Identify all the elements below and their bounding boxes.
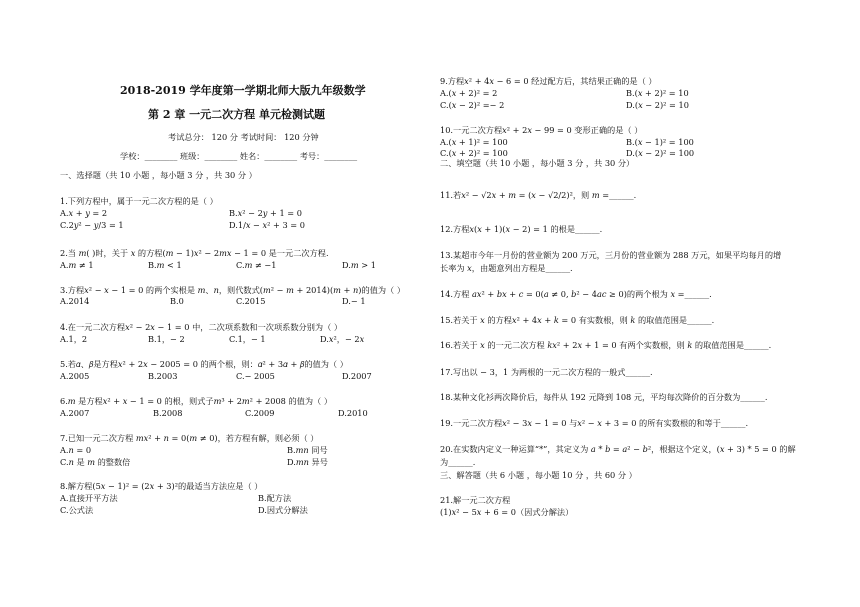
question-fill: 为______. [440,457,476,467]
option-c: C.𝑛 是 𝑚 的整数倍 [60,457,131,467]
option-d: D.因式分解法 [258,505,308,515]
option-a: A.𝑚 ≠ 1 [60,260,94,270]
question-stem: 8.解方程(5𝑥 − 1)² = (2𝑥 + 3)²的最适当方法应是（ ） [60,481,263,491]
question-fill: 15.若关于 𝑥 的方程𝑥² + 4𝑥 + 𝑘 = 0 有实数根，则 𝑘 的取值范围是______. [440,315,715,325]
option-c: C.(𝑥 − 2)² =− 2 [440,100,505,110]
option-a: A.(𝑥 + 2)² = 2 [440,88,498,98]
exam-info: 考试总分： 120 分 考试时间： 120 分钟 [168,132,319,142]
question-fill: 16.若关于 𝑥 的一元二次方程 𝑘𝑥² + 2𝑥 + 1 = 0 有两个实数根，则 𝑘 的取值范围是______. [440,340,772,350]
question-solve-part: (1)𝑥² − 5𝑥 + 6 = 0（因式分解法） [440,507,574,517]
option-d: D.(𝑥 − 2)² = 100 [626,148,695,158]
option-d: D.𝑚 > 1 [342,260,376,270]
option-b: B.𝑚 < 1 [148,260,182,270]
question-stem: 1.下列方程中，属于一元二次方程的是（ ） [60,196,218,206]
option-a: A.𝑛 = 0 [60,445,92,455]
page-subtitle: 第 2 章 一元二次方程 单元检测试题 [148,108,325,121]
option-a: A.2007 [60,408,90,418]
option-b: B.2003 [148,371,178,381]
question-fill: 20.在实数内定义一种运算“*”，其定义为 𝑎 * 𝑏 = 𝑎² − 𝑏²，根据这个定义，(𝑥 + 3) * 5 = 0 的解 [440,444,796,454]
question-stem: 4.在一元二次方程𝑥² − 2𝑥 − 1 = 0 中，二次项系数和一次项系数分别为（ ） [60,322,343,332]
question-fill: 长率为 𝑥，由题意列出方程是______. [440,263,573,273]
option-d: D.− 1 [342,296,366,306]
option-d: D.1/𝑥 − 𝑥² + 3 = 0 [229,220,305,230]
question-stem: 5.若𝛼、𝛽是方程𝑥² + 2𝑥 − 2005 = 0 的两个根，则：𝛼² + 3𝛼 + 𝛽的值为（ ） [60,359,348,369]
question-fill: 11.若𝑥² − √2𝑥 + 𝑚 = (𝑥 − √2/2)²，则 𝑚 =______. [440,190,637,200]
option-d: D.𝑥²，− 2𝑥 [320,334,365,344]
option-d: D.2010 [338,408,368,418]
option-c: C.𝑚 ≠ −1 [236,260,277,270]
option-c: C.2𝑦² − 𝑦/3 = 1 [60,220,124,230]
option-a: A.2005 [60,371,90,381]
option-c: C.2009 [245,408,275,418]
section-heading-solve: 三、解答题（共 6 小题 ，每小题 10 分 ，共 60 分 ） [440,470,637,480]
option-b: B.1，− 2 [148,334,185,344]
option-c: C.− 2005 [236,371,275,381]
option-d: D.𝑚𝑛 异号 [287,457,328,467]
option-b: B.配方法 [258,493,292,503]
option-b: B.𝑚𝑛 同号 [287,445,328,455]
option-b: B.(𝑥 + 2)² = 10 [626,88,689,98]
question-stem: 7.已知一元二次方程 𝑚𝑥² + 𝑛 = 0(𝑚 ≠ 0)，若方程有解，则必须（ ） [60,433,319,443]
question-fill: 13.某超市今年一月份的营业额为 200 万元，三月份的营业额为 288 万元，如果平均每月的增 [440,250,782,260]
option-c: C.(𝑥 + 2)² = 100 [440,148,508,158]
question-stem: 6.𝑚 是方程𝑥² + 𝑥 − 1 = 0 的根，则式子𝑚³ + 2𝑚² + 2008 的值为（ ） [60,396,333,406]
question-stem: 10.一元二次方程𝑥² + 2𝑥 − 99 = 0 变形正确的是（ ） [440,125,643,135]
question-stem: 3.方程𝑥² − 𝑥 − 1 = 0 的两个实根是 𝑚、𝑛，则代数式(𝑚² − 𝑚 + 2014)(𝑚 + 𝑛)的值为（ ） [60,285,406,295]
option-a: A.1，2 [60,334,88,344]
question-fill: 18.某种文化衫两次降价后，每件从 192 元降到 108 元，平均每次降价的百分数为______. [440,392,768,402]
question-fill: 12.方程𝑥(𝑥 + 1)(𝑥 − 2) = 1 的根是______. [440,224,603,234]
question-fill: 14.方程 𝑎𝑥² + 𝑏𝑥 + 𝑐 = 0(𝑎 ≠ 0, 𝑏² − 4𝑎𝑐 ≥ 0)的两个根为 𝑥 =______. [440,289,712,299]
option-c: C.公式法 [60,505,94,515]
option-a: A.(𝑥 + 1)² = 100 [440,137,508,147]
option-d: D.2007 [342,371,372,381]
option-c: C.1，− 1 [229,334,266,344]
option-a: A.2014 [60,296,90,306]
option-b: B.𝑥² − 2𝑦 + 1 = 0 [229,208,302,218]
option-c: C.2015 [236,296,266,306]
section-heading-fill: 二、填空题（共 10 小题 ，每小题 3 分 ，共 30 分） [440,158,635,168]
question-fill: 19.一元二次方程𝑥² − 3𝑥 − 1 = 0 与𝑥² − 𝑥 + 3 = 0 的所有实数根的和等于______. [440,418,749,428]
option-b: B.(𝑥 − 1)² = 100 [626,137,694,147]
page-title: 2018-2019 学年度第一学期北师大版九年级数学 [120,84,366,97]
question-fill: 17.写出以 − 3，1 为两根的一元二次方程的一般式______. [440,367,653,377]
option-a: A.直接开平方法 [60,493,118,503]
question-stem: 9.方程𝑥² + 4𝑥 − 6 = 0 经过配方后，其结果正确的是（ ） [440,76,657,86]
question-solve: 21.解一元二次方程 [440,495,511,505]
student-info: 学校：________ 班级：________ 姓名：________ 考号：________ [120,151,358,161]
question-stem: 2.当 𝑚( )时，关于 𝑥 的方程(𝑚 − 1)𝑥² − 2𝑚𝑥 − 1 = 0 是一元二次方程. [60,248,329,258]
option-b: B.0 [170,296,184,306]
option-a: A.𝑥 + 𝑦 = 2 [60,208,108,218]
option-b: B.2008 [153,408,183,418]
section-heading-choice: 一、选择题（共 10 小题 ，每小题 3 分 ，共 30 分 ） [60,170,257,180]
option-d: D.(𝑥 − 2)² = 10 [626,100,689,110]
